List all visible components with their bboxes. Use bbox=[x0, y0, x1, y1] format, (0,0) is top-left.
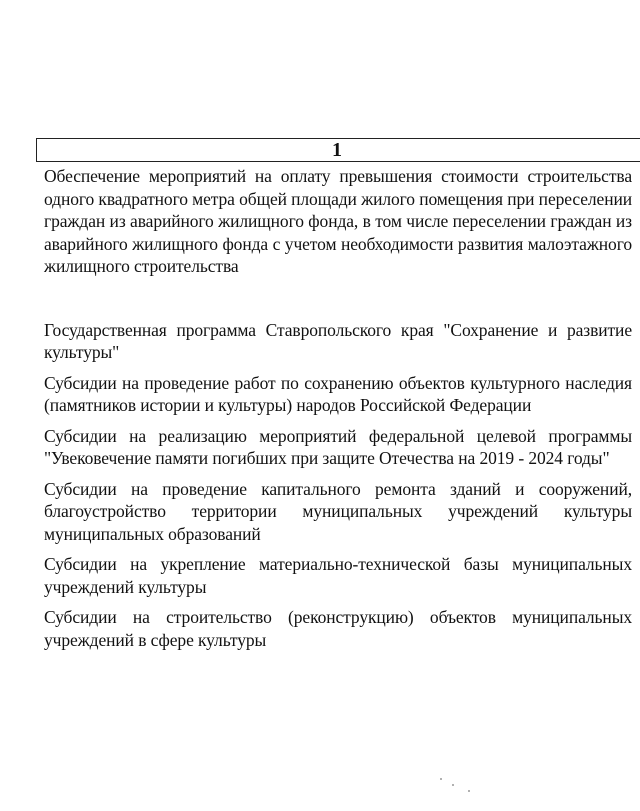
table-body bbox=[44, 165, 632, 659]
table-row: Субсидии на укрепление материально-технической базы муниципальных учреждений культуры bbox=[44, 554, 632, 597]
table-column-header bbox=[36, 138, 640, 162]
scan-speck bbox=[452, 784, 454, 786]
scan-speck bbox=[468, 790, 470, 792]
table-row: Субсидии на проведение капитального ремонта зданий и сооружений, благоустройство территории муниципальных учреждений культуры муниципальных образований bbox=[44, 478, 632, 544]
table-row: Субсидии на реализацию мероприятий федеральной целевой программы "Увековечение памяти погибших при защите Отечества на 2019 - 2024 годы" bbox=[44, 425, 632, 468]
table-row: Субсидии на строительство (реконструкцию) объектов муниципальных учреждений в сфере культуры bbox=[44, 607, 632, 650]
table-row: Обеспечение мероприятий на оплату превышения стоимости строительства одного квадратного метра общей площади жилого помещения при переселении граждан из аварийного жилищного фонда, в том числе переселении граждан из аварийного жилищного фонда с учетом необходимости развития малоэтажного жилищного строительства bbox=[44, 166, 633, 276]
column-number: 1 bbox=[332, 139, 342, 161]
table-row: Субсидии на проведение работ по сохранению объектов культурного наследия (памятников истории и культуры) народов Российской Федерации bbox=[44, 372, 632, 415]
scan-speck bbox=[440, 778, 442, 780]
table-row: Государственная программа Ставропольского края "Сохранение и развитие культуры" bbox=[44, 319, 632, 362]
